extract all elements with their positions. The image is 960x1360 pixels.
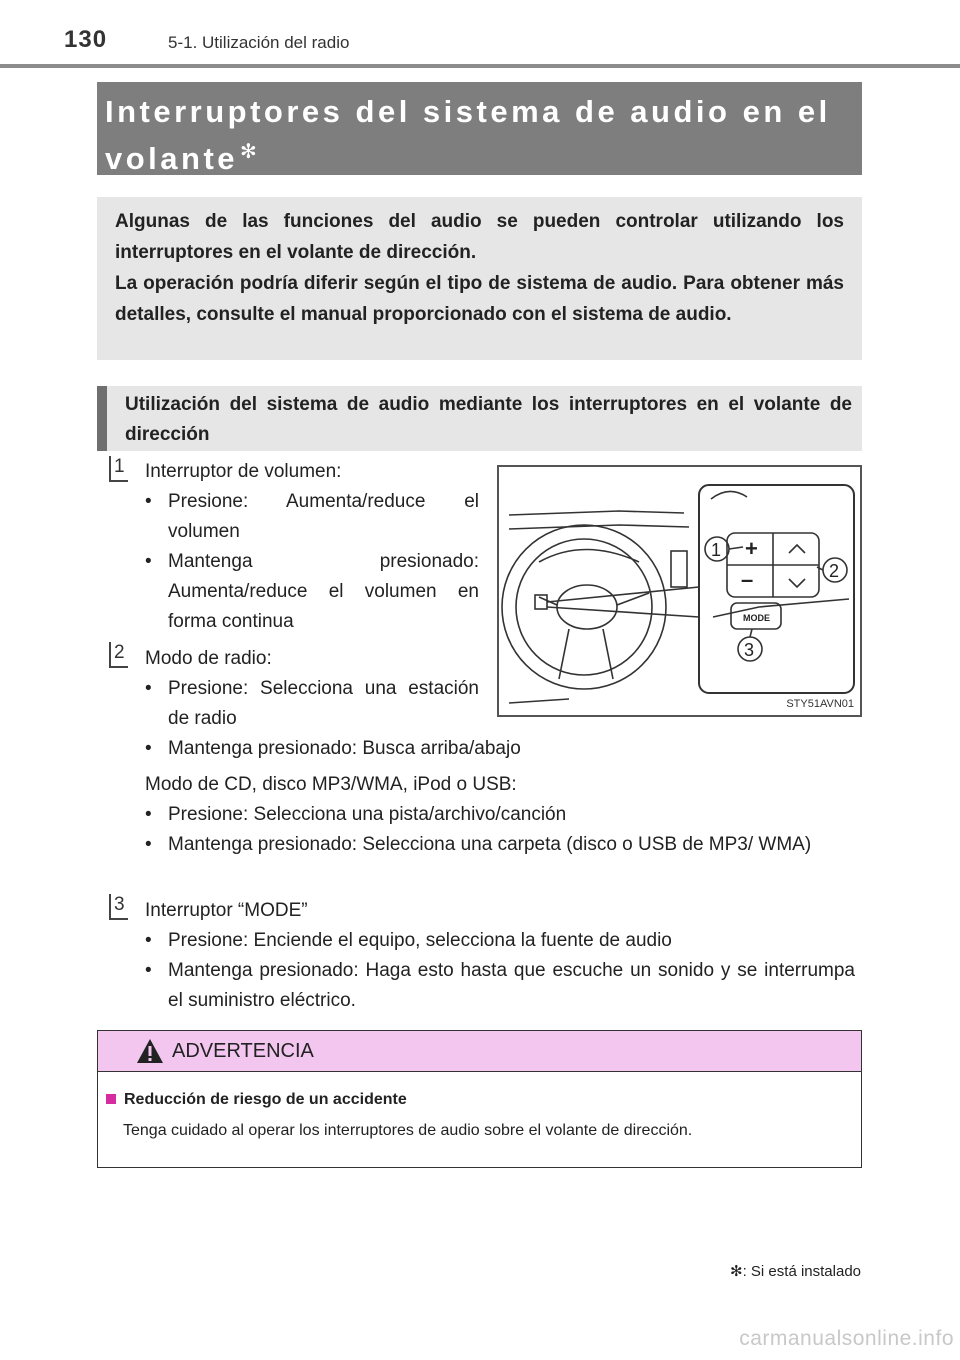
- bullet-text: Presione: Selecciona una estación de radio: [168, 678, 479, 729]
- intro-box: [97, 197, 862, 360]
- warning-item-title: [106, 1091, 407, 1109]
- item-2-bullets-b: [145, 734, 855, 764]
- item-number-2: 2: [109, 642, 128, 668]
- callout-1: 1: [711, 540, 722, 560]
- intro-paragraph-2: La operación podría diferir según el tipo de sistema de audio. Para obtener más detalles, consulte el manual proporcionado con el sistema de audio.: [115, 273, 844, 325]
- section-heading: [97, 386, 862, 451]
- list-item: • Presione: Selecciona una pista/archivo/canción: [145, 800, 855, 830]
- title-bar: [97, 82, 862, 175]
- warning-title: ADVERTENCIA: [172, 1040, 314, 1062]
- bullet-text: Presione: Enciende el equipo, selecciona la fuente de audio: [168, 930, 672, 951]
- asterisk-mark: ✻: [730, 1263, 743, 1280]
- asterisk-mark: ✻: [240, 141, 261, 163]
- item-1-bullets: [145, 487, 479, 637]
- page-title-text: Interruptores del sistema de audio en el volante: [105, 94, 831, 177]
- list-item: • Mantenga presionado: Selecciona una carpeta (disco o USB de MP3/ WMA): [145, 830, 855, 860]
- item-number-3: 3: [109, 894, 128, 920]
- list-item: • Mantenga presionado: Haga esto hasta que escuche un sonido y se interrumpa el suministro eléctrico.: [145, 956, 855, 1016]
- square-bullet-icon: [106, 1094, 116, 1104]
- list-item: • Presione: Selecciona una estación de radio: [145, 674, 479, 734]
- list-item: • Presione: Enciende el equipo, selecciona la fuente de audio: [145, 926, 855, 956]
- list-item: • Presione: Aumenta/reduce el volumen: [145, 487, 479, 547]
- list-item: • Mantenga presionado: Busca arriba/abajo: [145, 734, 855, 764]
- bullet-text: Presione: Selecciona una pista/archivo/canción: [168, 804, 567, 825]
- figure-code: STY51AVN01: [786, 698, 854, 710]
- warning-triangle-icon: [136, 1038, 164, 1064]
- bullet-text: Mantenga presionado: Selecciona una carpeta (disco o USB de MP3/ WMA): [168, 834, 812, 855]
- page-title: [105, 94, 831, 176]
- warning-item-title-text: Reducción de riesgo de un accidente: [124, 1091, 407, 1108]
- intro-paragraph-1: Algunas de las funciones del audio se pueden controlar utilizando los interruptores en el volante de dirección.: [115, 211, 844, 263]
- item-3-title: Interruptor “MODE”: [145, 900, 308, 921]
- item-number-1: 1: [109, 456, 128, 482]
- warning-box: [97, 1030, 862, 1168]
- item-1-title: Interruptor de volumen:: [145, 461, 342, 482]
- item-2-bullets-a: [145, 674, 479, 734]
- bullet-text: Mantenga presionado: Busca arriba/abajo: [168, 738, 521, 759]
- steering-wheel-figure: [497, 465, 862, 717]
- item-3-bullets: [145, 926, 855, 1016]
- item-2-title: Modo de radio:: [145, 648, 272, 669]
- item-2-subtitle: Modo de CD, disco MP3/WMA, iPod o USB:: [145, 774, 517, 795]
- mode-label: MODE: [743, 613, 770, 623]
- section-heading-text: Utilización del sistema de audio mediante los interruptores en el volante de dirección: [125, 394, 852, 445]
- list-item: • Mantenga presionado: Aumenta/reduce el volumen en forma continua: [145, 547, 479, 637]
- callout-3: 3: [744, 640, 755, 660]
- footnote-text: : Si está instalado: [742, 1263, 861, 1280]
- minus-label: –: [741, 567, 754, 592]
- warning-header: [98, 1031, 861, 1072]
- item-2-bullets-c: [145, 800, 855, 860]
- bullet-text: Presione: Aumenta/reduce el volumen: [168, 491, 479, 542]
- watermark: carmanualsonline.info: [739, 1327, 954, 1350]
- bullet-text: Mantenga presionado: Aumenta/reduce el volumen en forma continua: [168, 551, 479, 632]
- header-rule: [0, 64, 960, 68]
- page-number: 130: [64, 26, 108, 53]
- warning-item-text: Tenga cuidado al operar los interruptores de audio sobre el volante de dirección.: [123, 1122, 693, 1139]
- footnote: [730, 1262, 861, 1280]
- callout-2: 2: [829, 561, 840, 581]
- breadcrumb: 5-1. Utilización del radio: [168, 33, 350, 52]
- steering-wheel-illustration: [499, 467, 860, 715]
- plus-label: +: [745, 536, 758, 561]
- bullet-text: Mantenga presionado: Haga esto hasta que escuche un sonido y se interrumpa el suministro eléctrico.: [168, 960, 855, 1011]
